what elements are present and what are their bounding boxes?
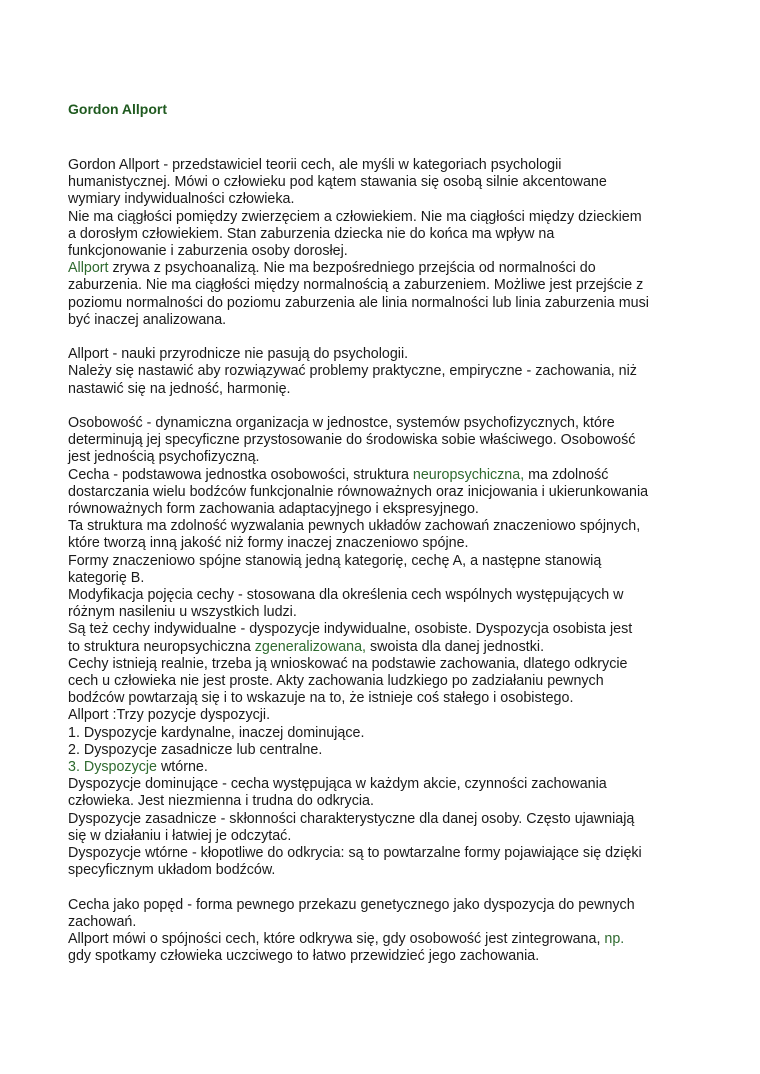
text-line	[68, 363, 708, 380]
text-line	[68, 656, 708, 673]
text-run: Ta struktura ma zdolność wyzwalania pewnych układów zachowań znaczeniowo spójnych,	[68, 518, 641, 535]
text-line	[68, 157, 708, 174]
text-run: Należy się nastawić aby rozwiązywać problemy praktyczne, empiryczne - zachowania, niż	[68, 363, 637, 380]
text-line	[68, 226, 708, 243]
highlighted-text: neuropsychiczna,	[412, 466, 525, 483]
paragraph-gap	[68, 398, 708, 415]
text-line	[68, 776, 708, 793]
text-line	[68, 346, 708, 363]
text-run: Allport - nauki przyrodnicze nie pasują do psychologii.	[68, 346, 409, 363]
text-line	[68, 467, 708, 484]
text-run: Cecha - podstawowa jednostka osobowości, struktura	[68, 466, 413, 483]
text-line	[68, 845, 708, 862]
text-line	[68, 811, 708, 828]
text-line	[68, 501, 708, 518]
text-line	[68, 209, 708, 226]
highlighted-text: zgeneralizowana,	[254, 638, 367, 655]
text-line	[68, 174, 708, 191]
highlighted-text: Allport	[68, 260, 109, 277]
text-line	[68, 260, 708, 277]
text-run: gdy spotkamy człowieka uczciwego to łatwo przewidzieć jego zachowania.	[68, 948, 540, 965]
text-run: kategorię B.	[68, 569, 145, 586]
text-line	[68, 742, 708, 759]
text-line	[68, 535, 708, 552]
text-line	[68, 553, 708, 570]
text-run: Formy znaczeniowo spójne stanowią jedną kategorię, cechę A, a następne stanowią	[68, 552, 602, 569]
text-line	[68, 897, 708, 914]
text-run: zrywa z psychoanalizą. Nie ma bezpośredniego przejścia od normalności do	[108, 260, 596, 277]
text-run: równoważnych form zachowania adaptacyjnego i ekspresyjnego.	[68, 501, 479, 518]
text-line	[68, 518, 708, 535]
text-run: które tworzą inną jakość niż formy inaczej znaczeniowo spójne.	[68, 535, 469, 552]
text-line	[68, 759, 708, 776]
text-line	[68, 604, 708, 621]
text-run: wtórne.	[157, 759, 208, 776]
text-line	[68, 725, 708, 742]
text-line	[68, 914, 708, 931]
text-run: Dyspozycje wtórne - kłopotliwe do odkrycia: są to powtarzalne formy pojawiające się dzięki	[68, 845, 642, 862]
text-run: Allport :Trzy pozycje dyspozycji.	[68, 707, 271, 724]
text-run: różnym nasileniu u wszystkich ludzi.	[68, 604, 297, 621]
text-line	[68, 862, 708, 879]
text-run: Cecha jako popęd - forma pewnego przekazu genetycznego jako dyspozycja do pewnych	[68, 896, 635, 913]
paragraph-gap	[68, 329, 708, 346]
text-run: nastawić się na jedność, harmonię.	[68, 380, 291, 397]
text-run: Modyfikacja pojęcia cechy - stosowana dla określenia cech wspólnych występujących w	[68, 587, 624, 604]
text-run: specyficznym układom bodźców.	[68, 862, 276, 879]
text-run: Cechy istnieją realnie, trzeba ją wnioskować na podstawie zachowania, dlatego odkrycie	[68, 655, 628, 672]
highlighted-text: 3. Dyspozycje	[68, 759, 157, 776]
highlighted-text: np.	[604, 931, 625, 948]
document-body	[68, 157, 708, 966]
text-line	[68, 931, 708, 948]
text-line	[68, 243, 708, 260]
text-line	[68, 673, 708, 690]
text-line	[68, 295, 708, 312]
text-run: się w działaniu i łatwiej je odczytać.	[68, 827, 292, 844]
text-run: Są też cechy indywidualne - dyspozycje indywidualne, osobiste. Dyspozycja osobista jest	[68, 621, 633, 638]
text-run: funkcjonowanie i zaburzenia osoby dorosłej.	[68, 243, 348, 260]
text-run: Allport mówi o spójności cech, które odkrywa się, gdy osobowość jest zintegrowana,	[68, 931, 605, 948]
text-run: 2. Dyspozycje zasadnicze lub centralne.	[68, 741, 323, 758]
document-title: Gordon Allport	[68, 101, 168, 117]
text-line	[68, 312, 708, 329]
text-line	[68, 948, 708, 965]
text-run: cech u człowieka nie jest proste. Akty zachowania ludzkiego po zadziałaniu pewnych	[68, 673, 604, 690]
text-run: Osobowość - dynamiczna organizacja w jednostce, systemów psychofizycznych, które	[68, 415, 615, 432]
text-run: humanistycznej. Mówi o człowieku pod kątem stawania się osobą silnie akcentowane	[68, 174, 607, 191]
text-run: bodźców powtarzają się i to wskazuje na to, że istnieje coś stałego i osobistego.	[68, 690, 574, 707]
text-line	[68, 570, 708, 587]
text-line	[68, 449, 708, 466]
text-line	[68, 415, 708, 432]
text-run: Gordon Allport - przedstawiciel teorii cech, ale myśli w kategoriach psychologii	[68, 157, 562, 173]
text-run: Dyspozycje dominujące - cecha występująca w każdym akcie, czynności zachowania	[68, 776, 607, 793]
text-line	[68, 484, 708, 501]
text-line	[68, 639, 708, 656]
text-run: zachowań.	[68, 913, 137, 930]
text-run: ma zdolność	[524, 466, 609, 483]
text-run: poziomu normalności do poziomu zaburzenia ale linia normalności lub linia zaburzenia musi	[68, 294, 649, 311]
text-line	[68, 828, 708, 845]
text-line	[68, 793, 708, 810]
text-run: wymiary indywidualności człowieka.	[68, 191, 295, 208]
text-run: determinują jej specyficzne przystosowanie do środowiska sobie właściwego. Osobowość	[68, 432, 636, 449]
text-run: swoista dla danej jednostki.	[366, 638, 545, 655]
text-run: zaburzenia. Nie ma ciągłości między normalnością a zaburzeniem. Możliwe jest przejście z	[68, 277, 644, 294]
text-run: Nie ma ciągłości pomiędzy zwierzęciem a człowiekiem. Nie ma ciągłości między dzieckiem	[68, 208, 642, 225]
text-line	[68, 587, 708, 604]
text-run: jest jednością psychofizyczną.	[68, 449, 260, 466]
text-line	[68, 381, 708, 398]
text-line	[68, 277, 708, 294]
text-run: a dorosłym człowiekiem. Stan zaburzenia dziecka nie do końca ma wpływ na	[68, 225, 555, 242]
text-line	[68, 191, 708, 208]
text-line	[68, 621, 708, 638]
text-run: 1. Dyspozycje kardynalne, inaczej dominujące.	[68, 724, 365, 741]
paragraph-gap	[68, 880, 708, 897]
text-run: dostarczania wielu bodźców funkcjonalnie równoważnych oraz inicjowania i ukierunkowania	[68, 483, 649, 500]
text-run: być inaczej analizowana.	[68, 311, 227, 328]
text-line	[68, 690, 708, 707]
text-run: to struktura neuropsychiczna	[68, 638, 255, 655]
text-line	[68, 432, 708, 449]
text-run: Dyspozycje zasadnicze - skłonności charakterystyczne dla danej osoby. Często ujawniają	[68, 810, 635, 827]
text-line	[68, 707, 708, 724]
text-run: człowieka. Jest niezmienna i trudna do odkrycia.	[68, 793, 374, 810]
